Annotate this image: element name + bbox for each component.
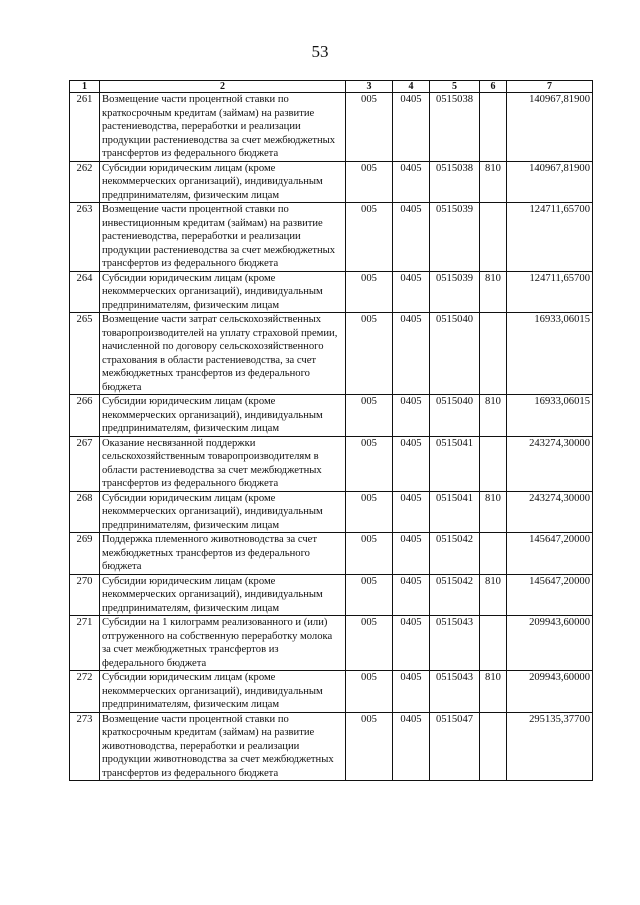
row-name-cell: Возмещение части процентной ставки по краткосрочным кредитам (займам) на развитие животноводства, переработки и реализации продукции животноводства за счет межбюджетных трансфертов из федерального бюджета — [100, 712, 346, 781]
row-target-code-cell: 0515043 — [430, 616, 480, 671]
row-amount-cell: 16933,06015 — [507, 395, 593, 437]
row-expense-type-cell: 810 — [480, 574, 507, 616]
row-target-code-cell: 0515038 — [430, 161, 480, 203]
row-target-code-cell: 0515040 — [430, 395, 480, 437]
row-number-cell: 261 — [70, 93, 100, 162]
row-section-code-cell: 0405 — [393, 671, 430, 713]
row-expense-type-cell — [480, 436, 507, 491]
row-ministry-code-cell: 005 — [346, 491, 393, 533]
row-amount-cell: 243274,30000 — [507, 436, 593, 491]
row-expense-type-cell — [480, 203, 507, 272]
column-header-4: 4 — [393, 81, 430, 93]
row-amount-cell: 124711,65700 — [507, 271, 593, 313]
row-section-code-cell: 0405 — [393, 491, 430, 533]
row-section-code-cell: 0405 — [393, 395, 430, 437]
row-ministry-code-cell: 005 — [346, 436, 393, 491]
row-target-code-cell: 0515042 — [430, 574, 480, 616]
row-expense-type-cell — [480, 93, 507, 162]
column-header-3: 3 — [346, 81, 393, 93]
table-row — [70, 712, 593, 781]
page-number: 53 — [311, 42, 329, 61]
row-name-cell: Возмещение части процентной ставки по краткосрочным кредитам (займам) на развитие растениеводства, переработки и реализации продукции растениеводства за счет межбюджетных трансфертов из федерального бюджета — [100, 93, 346, 162]
table-body — [70, 93, 593, 781]
row-ministry-code-cell: 005 — [346, 271, 393, 313]
row-number-cell: 273 — [70, 712, 100, 781]
header-row — [70, 81, 593, 93]
column-header-1: 1 — [70, 81, 100, 93]
row-section-code-cell: 0405 — [393, 533, 430, 575]
row-ministry-code-cell: 005 — [346, 533, 393, 575]
row-target-code-cell: 0515041 — [430, 436, 480, 491]
row-expense-type-cell — [480, 616, 507, 671]
row-target-code-cell: 0515038 — [430, 93, 480, 162]
table-row — [70, 491, 593, 533]
column-header-2: 2 — [100, 81, 346, 93]
column-header-7: 7 — [507, 81, 593, 93]
row-number-cell: 268 — [70, 491, 100, 533]
row-number-cell: 270 — [70, 574, 100, 616]
table-row — [70, 616, 593, 671]
table-row — [70, 533, 593, 575]
row-section-code-cell: 0405 — [393, 436, 430, 491]
row-amount-cell: 145647,20000 — [507, 574, 593, 616]
table-row — [70, 395, 593, 437]
row-section-code-cell: 0405 — [393, 93, 430, 162]
row-target-code-cell: 0515047 — [430, 712, 480, 781]
row-amount-cell: 209943,60000 — [507, 671, 593, 713]
row-ministry-code-cell: 005 — [346, 203, 393, 272]
table-row — [70, 93, 593, 162]
row-number-cell: 272 — [70, 671, 100, 713]
table-row — [70, 313, 593, 395]
row-name-cell: Субсидии юридическим лицам (кроме некоммерческих организаций), индивидуальным предпринимателям, физическим лицам — [100, 395, 346, 437]
row-number-cell: 264 — [70, 271, 100, 313]
row-number-cell: 269 — [70, 533, 100, 575]
row-expense-type-cell: 810 — [480, 671, 507, 713]
row-amount-cell: 124711,65700 — [507, 203, 593, 272]
table-row — [70, 161, 593, 203]
table-row — [70, 271, 593, 313]
row-section-code-cell: 0405 — [393, 616, 430, 671]
row-target-code-cell: 0515039 — [430, 203, 480, 272]
table-row — [70, 203, 593, 272]
row-ministry-code-cell: 005 — [346, 671, 393, 713]
row-ministry-code-cell: 005 — [346, 574, 393, 616]
row-expense-type-cell: 810 — [480, 491, 507, 533]
column-header-5: 5 — [430, 81, 480, 93]
row-number-cell: 265 — [70, 313, 100, 395]
row-name-cell: Возмещение части процентной ставки по инвестиционным кредитам (займам) на развитие растениеводства, переработки и реализации продукции растениеводства за счет межбюджетных трансфертов из федерального бюджета — [100, 203, 346, 272]
table-row — [70, 574, 593, 616]
row-amount-cell: 140967,81900 — [507, 93, 593, 162]
row-number-cell: 262 — [70, 161, 100, 203]
row-amount-cell: 145647,20000 — [507, 533, 593, 575]
row-expense-type-cell — [480, 313, 507, 395]
row-section-code-cell: 0405 — [393, 161, 430, 203]
row-name-cell: Субсидии на 1 килограмм реализованного и (или) отгруженного на собственную переработку молока за счет межбюджетных трансфертов из федерального бюджета — [100, 616, 346, 671]
row-name-cell: Субсидии юридическим лицам (кроме некоммерческих организаций), индивидуальным предпринимателям, физическим лицам — [100, 671, 346, 713]
row-amount-cell: 295135,37700 — [507, 712, 593, 781]
row-expense-type-cell: 810 — [480, 271, 507, 313]
row-number-cell: 271 — [70, 616, 100, 671]
budget-table — [69, 80, 593, 781]
row-number-cell: 267 — [70, 436, 100, 491]
row-section-code-cell: 0405 — [393, 271, 430, 313]
row-number-cell: 263 — [70, 203, 100, 272]
row-amount-cell: 140967,81900 — [507, 161, 593, 203]
row-ministry-code-cell: 005 — [346, 93, 393, 162]
row-name-cell: Субсидии юридическим лицам (кроме некоммерческих организаций), индивидуальным предпринимателям, физическим лицам — [100, 491, 346, 533]
row-amount-cell: 243274,30000 — [507, 491, 593, 533]
row-section-code-cell: 0405 — [393, 313, 430, 395]
row-ministry-code-cell: 005 — [346, 161, 393, 203]
row-target-code-cell: 0515043 — [430, 671, 480, 713]
row-target-code-cell: 0515042 — [430, 533, 480, 575]
row-name-cell: Возмещение части затрат сельскохозяйственных товаропроизводителей на уплату страховой премии, начисленной по договору сельскохозяйственного страхования в области растениеводства, за счет межбюджетных трансфертов из федерального бюджета — [100, 313, 346, 395]
row-name-cell: Оказание несвязанной поддержки сельскохозяйственным товаропроизводителям в области растениеводства за счет межбюджетных трансфертов из федерального бюджета — [100, 436, 346, 491]
row-target-code-cell: 0515039 — [430, 271, 480, 313]
row-expense-type-cell: 810 — [480, 161, 507, 203]
row-ministry-code-cell: 005 — [346, 616, 393, 671]
row-name-cell: Субсидии юридическим лицам (кроме некоммерческих организаций), индивидуальным предпринимателям, физическим лицам — [100, 161, 346, 203]
row-number-cell: 266 — [70, 395, 100, 437]
table-row — [70, 436, 593, 491]
row-ministry-code-cell: 005 — [346, 313, 393, 395]
row-name-cell: Субсидии юридическим лицам (кроме некоммерческих организаций), индивидуальным предпринимателям, физическим лицам — [100, 574, 346, 616]
row-expense-type-cell: 810 — [480, 395, 507, 437]
row-name-cell: Субсидии юридическим лицам (кроме некоммерческих организаций), индивидуальным предпринимателям, физическим лицам — [100, 271, 346, 313]
row-expense-type-cell — [480, 712, 507, 781]
row-expense-type-cell — [480, 533, 507, 575]
row-section-code-cell: 0405 — [393, 203, 430, 272]
row-target-code-cell: 0515040 — [430, 313, 480, 395]
column-header-6: 6 — [480, 81, 507, 93]
row-name-cell: Поддержка племенного животноводства за счет межбюджетных трансфертов из федерального бюджета — [100, 533, 346, 575]
row-target-code-cell: 0515041 — [430, 491, 480, 533]
row-ministry-code-cell: 005 — [346, 712, 393, 781]
row-section-code-cell: 0405 — [393, 574, 430, 616]
row-ministry-code-cell: 005 — [346, 395, 393, 437]
row-section-code-cell: 0405 — [393, 712, 430, 781]
row-amount-cell: 16933,06015 — [507, 313, 593, 395]
row-amount-cell: 209943,60000 — [507, 616, 593, 671]
table-row — [70, 671, 593, 713]
